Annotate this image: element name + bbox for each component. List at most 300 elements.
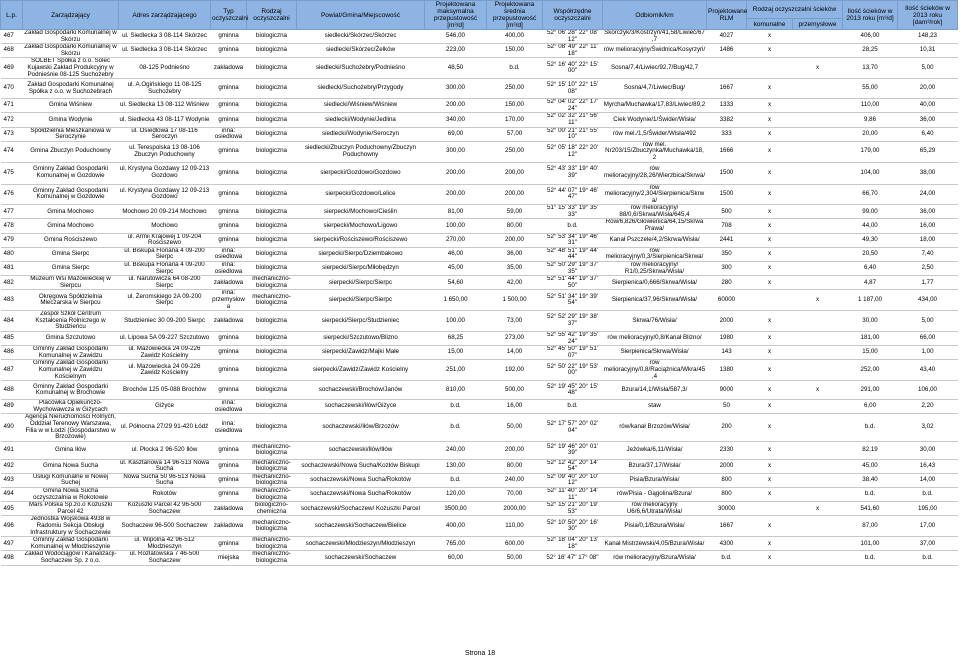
receiver: rów mel./1,5/Świder/Wisła/492 <box>612 129 697 137</box>
avg-capacity: 42,00 <box>506 278 523 286</box>
plant-type: zakładowa <box>213 504 244 512</box>
coordinates: 52° 15' 10'' 22° 15' 08'' <box>547 81 598 95</box>
manager-name: SOLBET Spółka z o.o. Solec Kujawski Zakład Produkcyjny w Podnieśnie 08-125 Suchożebry <box>27 57 114 78</box>
plant-type: zakładowa <box>213 63 244 71</box>
max-capacity: 81,00 <box>447 207 464 215</box>
yearly-volume: 10,31 <box>919 46 936 54</box>
max-capacity: 340,00 <box>446 115 465 123</box>
max-capacity: 46,00 <box>447 250 464 258</box>
municipal-mark <box>747 58 793 79</box>
row-number: 476 <box>3 190 14 198</box>
header-rodzaj-sciekow: Rodzaj oczyszczalni ścieków <box>747 1 843 19</box>
table-row <box>1 381 958 400</box>
plant-type: gminna <box>218 221 239 229</box>
avg-capacity: 110,00 <box>505 522 524 530</box>
table-row <box>1 247 958 261</box>
manager-address: ul. Siedlecka 3 08-114 Skórzec <box>122 32 207 40</box>
yearly-volume: 30,00 <box>919 445 936 453</box>
rlm: 1667 <box>719 84 734 92</box>
coordinates: 52° 52' 29'' 19° 38' 37'' <box>547 313 598 328</box>
industrial-mark <box>793 441 843 459</box>
avg-capacity: 150,00 <box>505 101 524 109</box>
industrial-mark <box>793 262 843 276</box>
table-row <box>1 58 958 79</box>
manager-name: Gmina Sierpc <box>51 264 90 272</box>
municipal-mark: x <box>767 423 772 431</box>
coordinates: 51° 15' 33'' 19° 35' 33'' <box>547 204 598 218</box>
rlm: 60000 <box>717 296 736 303</box>
row-number: 478 <box>3 221 14 229</box>
table-row <box>1 79 958 99</box>
location: sochaczewski/Nowa Sucha/Rokotów <box>310 476 411 484</box>
plant-kind: biologiczna <box>256 129 287 137</box>
location: sierpecki/Sierpc/Dziembakowo <box>318 250 403 258</box>
plant-type: zakładowa <box>213 522 244 530</box>
daily-volume: 82,19 <box>862 445 878 453</box>
receiver: Skórczyk/3/Kostrzyń/41,58/Liwiec/67,7 <box>604 29 705 43</box>
location: sierpecki/Sierpc/Sierpc <box>329 278 392 286</box>
table-row <box>1 551 958 565</box>
table-row <box>1 44 958 58</box>
manager-name: Zakład Gospodarki Komunalnej w Skórzu <box>24 29 117 43</box>
industrial-mark <box>793 331 843 345</box>
receiver: Sierpienica/Skrwa/Wisła/ <box>620 348 689 356</box>
coordinates: 52° 16' 40'' 22° 15' 00'' <box>547 60 598 75</box>
location: sierpecki/Rościszewo/Rościszewo <box>313 235 408 243</box>
table-row <box>1 537 958 551</box>
table-header <box>1 1 958 30</box>
coordinates: 52° 12' 42'' 20° 14' 54'' <box>547 459 598 473</box>
coordinates: 52° 06' 28'' 22° 08' 12'' <box>547 29 598 43</box>
municipal-mark: x <box>767 147 772 155</box>
avg-capacity: 240,00 <box>505 476 524 484</box>
industrial-mark: x <box>815 504 820 512</box>
industrial-mark <box>793 488 843 502</box>
rlm: 333 <box>721 129 732 137</box>
plant-type: inna: przemysłowa <box>212 289 245 310</box>
manager-address: ul. Krystyna Gozdawy 12 09-213 Gozdowo <box>119 165 210 179</box>
row-number: 472 <box>3 115 14 123</box>
manager-address: ul. Terespolska 13 08-106 Zbuczyn Poduchowny <box>129 144 200 158</box>
avg-capacity: 250,00 <box>505 84 524 92</box>
header-powiat: Powiat/Gmina/Miejscowość <box>297 1 425 30</box>
receiver: Ciek Wodynie/1/Świder/Wisła/ <box>613 115 696 123</box>
industrial-mark <box>793 30 843 44</box>
avg-capacity: 73,00 <box>506 316 523 324</box>
manager-address: ul. Siedlecka 3 08-114 Skórzec <box>122 46 207 54</box>
location: sochaczewski/Sochaczew/Bielice <box>314 522 407 530</box>
manager-name: Gminny Zakład Gospodarki Komunalnej w Brochowie <box>33 382 108 397</box>
daily-volume: 101,00 <box>860 539 880 547</box>
location: siedlecki/Skórzec/Żelków <box>325 46 396 54</box>
manager-name: Gmina Rościszewo <box>44 235 97 243</box>
coordinates: 52° 19' 45'' 20° 15' 48'' <box>547 382 598 397</box>
manager-address: ul. Osiedlowa 17 08-116 Seroczyn <box>131 127 198 141</box>
manager-name: Gmina Wodynie <box>48 115 93 123</box>
location: sierpecki/Sierpc/Sierpc <box>329 296 392 303</box>
industrial-mark <box>793 99 843 113</box>
receiver: Skrwa/76/Wisła/ <box>632 316 677 324</box>
max-capacity: 400,00 <box>446 522 465 530</box>
header-ilosc-roczna: Ilość ścieków w 2013 roku [dam³/rok] <box>898 1 958 30</box>
municipal-mark: x <box>767 250 772 258</box>
max-capacity: 251,00 <box>446 365 465 373</box>
row-number: 491 <box>3 445 14 453</box>
location: sierpecki/Sierpc/Miłobędzyn <box>322 264 399 272</box>
rlm: 500 <box>721 207 732 215</box>
yearly-volume: 38,00 <box>919 168 936 176</box>
coordinates: 52° 55' 42'' 19° 35' 24'' <box>547 331 598 345</box>
yearly-volume: b.d. <box>922 490 933 498</box>
industrial-mark <box>793 219 843 233</box>
plant-kind: biologiczna <box>256 264 287 272</box>
daily-volume: 49,30 <box>862 235 878 243</box>
max-capacity: 200,00 <box>446 101 465 109</box>
municipal-mark: x <box>767 84 772 92</box>
daily-volume: 45,00 <box>862 461 878 469</box>
rlm: 143 <box>721 348 732 356</box>
plant-kind: biologiczna <box>256 348 287 356</box>
industrial-mark <box>793 459 843 473</box>
yearly-volume: 65,29 <box>919 147 936 155</box>
receiver: staw <box>648 402 661 410</box>
header-rlm: Projektowane RLM <box>707 1 747 30</box>
receiver: Kanał Pszczele/4,2/Skrwa/Wisła/ <box>609 235 700 243</box>
manager-name: Zakład Gospodarki Komunalnej w Skórzu <box>24 43 117 57</box>
row-number: 469 <box>3 63 14 71</box>
manager-address: ul. Biskupa Floriana 4 09-200 Sierpc <box>124 247 205 261</box>
receiver: rów/kanał Brzozów/Wisła/ <box>619 423 690 431</box>
header-lp: L.p. <box>1 1 23 30</box>
max-capacity: 130,00 <box>446 461 465 469</box>
avg-capacity: 200,00 <box>505 445 524 453</box>
daily-volume: 30,00 <box>862 316 878 324</box>
daily-volume: 15,00 <box>862 348 878 356</box>
industrial-mark <box>793 400 843 414</box>
coordinates: 52° 44' 07'' 19° 46' 47'' <box>547 186 598 201</box>
avg-capacity: 35,00 <box>506 264 523 272</box>
receiver: Sierpienica/0,666/Skrwa/Wisła/ <box>611 278 698 286</box>
table-row <box>1 502 958 516</box>
daily-volume: 99,00 <box>862 207 878 215</box>
manager-name: Gminny Zakład Gospodarki Komunalnej w Zawidzu <box>33 345 108 359</box>
plant-type: inna: osiedlowa <box>214 127 243 141</box>
header-srednia: Projektowana średnia przepustowość [m³/d] <box>487 1 543 30</box>
table-row <box>1 516 958 537</box>
avg-capacity: 500,00 <box>505 385 524 393</box>
plant-type: inna: osiedlowa <box>214 419 243 434</box>
location: sierpecki/Mochowo/Ligowo <box>323 221 398 229</box>
coordinates: b.d. <box>567 402 578 410</box>
avg-capacity: 273,00 <box>505 334 524 342</box>
table-row <box>1 414 958 441</box>
plant-kind: biologiczna <box>256 147 287 155</box>
coordinates: 52° 18' 04'' 20° 13' 18'' <box>547 536 598 550</box>
header-odbiornik: Odbiornik/km <box>603 1 707 30</box>
max-capacity: b.d. <box>450 423 461 431</box>
manager-address: ul. Wipolna 42 96-512 Młodzieszyn <box>134 536 195 550</box>
coordinates: 52° 17' 57'' 20° 02' 04'' <box>547 419 598 434</box>
location: sierpecki/Zawidz/Zawidz Kościelny <box>312 365 409 373</box>
max-capacity: 240,00 <box>446 445 465 453</box>
coordinates: 52° 50' 22'' 19° 53' 00'' <box>547 362 598 377</box>
manager-address: Nowa Sucha 50 96-513 Nowa Sucha <box>123 473 206 487</box>
header-przemyslowe: przemysłowe <box>793 19 843 30</box>
plant-type: inna: osiedlowa <box>214 399 243 413</box>
rlm: 4027 <box>719 32 734 40</box>
receiver: rów melioracyjny/Bzura/Wisła/ <box>613 553 696 561</box>
receiver: rów/Pisia - Gągolina/Bzura/ <box>617 490 692 498</box>
plant-kind: biologiczna <box>256 423 287 431</box>
yearly-volume: 43,40 <box>919 365 936 373</box>
municipal-mark: x <box>767 129 772 137</box>
daily-volume: 406,00 <box>860 32 880 40</box>
yearly-volume: 24,00 <box>919 190 936 198</box>
municipal-mark: x <box>767 365 772 373</box>
manager-address: ul. Mazowiecka 24 09-226 Zawidz Kościelny <box>128 345 201 359</box>
yearly-volume: 2,50 <box>921 264 934 272</box>
avg-capacity: 80,00 <box>506 461 523 469</box>
rlm: 800 <box>721 476 732 484</box>
avg-capacity: 16,00 <box>506 402 523 410</box>
avg-capacity: 170,00 <box>505 115 524 123</box>
manager-name: Zakład Gospodarki Komunalnej Spółka z o.o. w Suchożebrach <box>27 81 114 95</box>
receiver: rów melioracyjny/0,3/Sierpienica/Skrwa/ <box>605 247 704 261</box>
header-maks: Projektowana maksymalna przepustowość [m³/d] <box>425 1 487 30</box>
rlm: 1666 <box>719 147 734 155</box>
plant-kind: mechaniczno-biologiczna <box>252 518 291 533</box>
location: sochaczewski/Iłów/Iłów <box>328 445 393 453</box>
header-ilosc-dobowa: Ilość ścieków w 2013 roku [m³/d] <box>843 1 898 30</box>
header-wsp: Współrzędne oczyszczalni <box>543 1 603 30</box>
plant-type: gminna <box>218 101 239 109</box>
yearly-volume: 6,40 <box>921 129 934 137</box>
plant-kind: biologiczna <box>256 190 287 198</box>
max-capacity: 810,00 <box>446 385 465 393</box>
avg-capacity: 50,00 <box>506 423 523 431</box>
manager-address: ul. A.Ogińskiego 11 08-125 Suchożebry <box>127 81 202 95</box>
row-number: 484 <box>3 316 14 324</box>
rlm: 1500 <box>719 190 734 198</box>
industrial-mark <box>793 113 843 127</box>
plant-kind: mechaniczno-biologiczna <box>252 292 291 307</box>
manager-address: ul. Biskupa Floriana 4 09-200 Sierpc <box>124 261 205 275</box>
municipal-mark: x <box>767 476 772 484</box>
daily-volume: 252,00 <box>860 365 880 373</box>
yearly-volume: 20,00 <box>919 84 936 92</box>
industrial-mark <box>793 414 843 441</box>
manager-name: Gmina Mochowo <box>47 207 94 215</box>
location: sochaczewski/Iłów/Giżyce <box>324 402 397 410</box>
coordinates: 52° 51' 34'' 19° 39' 54'' <box>547 292 598 307</box>
yearly-volume: 17,00 <box>919 522 936 530</box>
manager-address: ul. Siedlecka 43 08-117 Wodynie <box>119 115 210 123</box>
coordinates: 52° 43' 33'' 19° 40' 39'' <box>547 165 598 179</box>
coordinates: 52° 51' 44'' 19° 37' 50'' <box>547 275 598 289</box>
row-number: 473 <box>3 129 14 137</box>
manager-name: Gminny Zakład Gospodarki Komunalnej w Gozdowie <box>33 186 108 201</box>
municipal-mark <box>747 502 793 516</box>
plant-type: inna: osiedlowa <box>214 261 243 275</box>
municipal-mark: x <box>767 115 772 123</box>
table-row <box>1 184 958 205</box>
row-number: 470 <box>3 84 14 92</box>
max-capacity: b.d. <box>450 476 461 484</box>
row-number: 475 <box>3 168 14 176</box>
receiver: Bzura/14,1/Wisła/587,3/ <box>621 385 688 393</box>
max-capacity: 68,25 <box>447 334 464 342</box>
yearly-volume: 16,43 <box>919 461 936 469</box>
table-row <box>1 162 958 184</box>
coordinates: 52° 02' 32'' 21° 56' 11'' <box>547 112 598 126</box>
industrial-mark <box>793 247 843 261</box>
table-row <box>1 400 958 414</box>
yearly-volume: 106,00 <box>918 385 937 393</box>
max-capacity: 100,00 <box>446 316 465 324</box>
manager-address: ul. Armii Krajowej 1 09-204 Rościszewo <box>127 233 202 247</box>
receiver: Rów/6,826/Głowienica/64,15/Skrwa Prawa/ <box>605 218 704 233</box>
header-rodzaj: Rodzaj oczyszczalni <box>247 1 297 30</box>
receiver: rów melioracyjny/0,8/Kanał Blizno/ <box>607 334 702 342</box>
max-capacity: 270,00 <box>446 235 465 243</box>
row-number: 497 <box>3 539 14 547</box>
max-capacity: 54,60 <box>447 278 464 286</box>
municipal-mark: x <box>767 101 772 109</box>
max-capacity: 546,00 <box>446 32 465 40</box>
industrial-mark <box>793 473 843 487</box>
daily-volume: 110,00 <box>860 101 880 109</box>
yearly-volume: 36,00 <box>919 115 936 123</box>
daily-volume: b.d. <box>864 553 876 561</box>
table-row <box>1 488 958 502</box>
avg-capacity: 36,00 <box>506 250 523 258</box>
plant-kind: biologiczna <box>256 168 287 176</box>
table-row <box>1 331 958 345</box>
municipal-mark: x <box>767 46 772 54</box>
receiver: rów melioracyjny U6/6,6/Utrata/Wisła/ <box>626 501 683 515</box>
daily-volume: 38,40 <box>862 476 878 484</box>
manager-address: Brochów 125 05-088 Brochów <box>123 385 206 393</box>
plant-kind: mechaniczno-biologiczna <box>252 536 291 550</box>
receiver: Pisia/Bzura/Wisła/ <box>629 476 680 484</box>
rlm: 50 <box>723 402 730 410</box>
receiver: rów mel. Nr203/15/Zbuczynka/Muchawka/18,2 <box>605 141 704 161</box>
rlm <box>707 58 747 79</box>
max-capacity: 223,00 <box>446 46 465 54</box>
avg-capacity: 200,00 <box>505 190 524 198</box>
coordinates: 52° 09' 40'' 20° 10' 12'' <box>547 473 598 487</box>
manager-name: Zakład Wodociągów i Kanalizacji-Sochaczew Sp. z o.o. <box>24 550 117 564</box>
plant-kind: mechaniczno-biologiczna <box>252 275 291 289</box>
plant-kind: biologiczna <box>256 235 287 243</box>
yearly-volume: 434,00 <box>918 296 937 303</box>
yearly-volume: 148,23 <box>918 32 937 40</box>
rlm: 200 <box>721 423 732 431</box>
manager-name: Gminny Zakład Gospodarki Komunalnej w Młodzieszynie <box>30 536 111 550</box>
plant-type: gminna <box>218 365 239 373</box>
receiver: rów melioracyjny/0,8/Raciążnica/Wkra/45,4 <box>603 359 706 380</box>
rlm: 9000 <box>719 385 734 393</box>
rlm: 1486 <box>719 46 734 54</box>
row-number: 487 <box>3 365 14 373</box>
table-row <box>1 459 958 473</box>
plant-type: gminna <box>218 46 239 54</box>
municipal-mark: x <box>767 190 772 198</box>
manager-name: Muzeum Wsi Mazowieckiej w Sierpcu <box>30 275 111 289</box>
table-row <box>1 441 958 459</box>
manager-name: Gmina Szczutowo <box>45 334 96 342</box>
plant-type: gminna <box>218 445 239 453</box>
rlm: 1500 <box>719 168 734 176</box>
plant-kind: mechaniczno-biologiczna <box>252 442 291 457</box>
industrial-mark <box>793 233 843 247</box>
row-number: 481 <box>3 264 14 272</box>
manager-name: Usługi Komunalne w Nowej Suchej <box>32 473 109 487</box>
rlm: 280 <box>721 278 732 286</box>
manager-address: Mochowo 20 09-214 Mochowo <box>122 207 207 215</box>
municipal-mark: x <box>767 168 772 176</box>
table-row <box>1 262 958 276</box>
location: sierpecki/Gozdowo/Lelice <box>325 190 396 198</box>
municipal-mark: x <box>767 445 772 453</box>
row-number: 479 <box>3 235 14 243</box>
municipal-mark: x <box>767 316 772 324</box>
row-number: 467 <box>3 32 14 40</box>
yearly-volume: 66,00 <box>919 334 936 342</box>
location: sierpecki/Zawidz/Majki Małe <box>321 348 400 356</box>
industrial-mark <box>793 551 843 565</box>
max-capacity: 69,00 <box>447 129 464 137</box>
avg-capacity: 200,00 <box>505 168 524 176</box>
row-number: 489 <box>3 402 14 410</box>
receiver: Sosna/7,4/Liwiec/92,7/Bug/42,7 <box>610 63 699 71</box>
daily-volume: 20,00 <box>862 129 878 137</box>
coordinates: 52° 08' 49'' 22° 11' 18'' <box>547 43 598 57</box>
table-row <box>1 276 958 290</box>
yearly-volume: 36,00 <box>919 207 936 215</box>
avg-capacity: 200,00 <box>505 235 524 243</box>
row-number: 485 <box>3 334 14 342</box>
rlm: 1380 <box>719 365 734 373</box>
industrial-mark <box>793 360 843 381</box>
daily-volume: 6,40 <box>863 264 877 272</box>
rlm: 300 <box>721 264 732 272</box>
rlm: 2330 <box>719 445 734 453</box>
avg-capacity: 70,00 <box>506 490 523 498</box>
plant-type: gminna <box>218 168 239 176</box>
table-row <box>1 127 958 141</box>
coordinates: 52° 05' 18'' 22° 20' 12'' <box>547 144 598 158</box>
row-number: 492 <box>3 461 14 469</box>
municipal-mark: x <box>767 32 772 40</box>
row-number: 493 <box>3 476 14 484</box>
coordinates: 52° 48' 51'' 19° 44' 44'' <box>547 247 598 261</box>
receiver: Bzura/37,17/Wisła/ <box>628 461 681 469</box>
coordinates: 52° 00' 21'' 21° 55' 10'' <box>547 127 598 141</box>
daily-volume: 181,00 <box>860 334 880 342</box>
municipal-mark: x <box>767 207 772 215</box>
daily-volume: 179,00 <box>860 147 880 155</box>
table-row <box>1 219 958 233</box>
plant-kind: biologiczna <box>256 221 287 229</box>
location: sochaczewski/Nowa Sucha/Rokotów <box>310 490 411 498</box>
plant-kind: mechaniczno-biologiczna <box>252 459 291 473</box>
row-number: 468 <box>3 46 14 54</box>
plant-type: gminna <box>218 207 239 215</box>
manager-address: Studzieniec 30 09-200 Sierpc <box>124 316 205 324</box>
manager-name: Gmina Zbuczyn Poduchowny <box>30 147 111 155</box>
manager-address: ul. Rozlatowska 7 46-500 Sochaczew <box>129 550 200 564</box>
